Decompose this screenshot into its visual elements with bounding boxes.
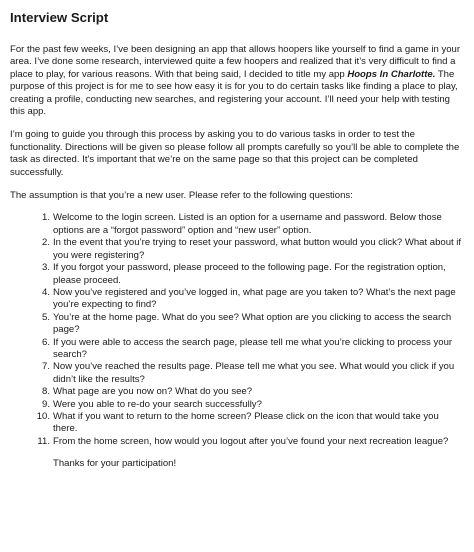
intro-text-after: The purpose of this project is for me to see how easy it is for you to do certain tasks like finding a place to play, creating a profile, conducting new searches, and registering your account. I’ll need your help with testing this app. [10, 68, 458, 118]
question-number: 8. [42, 386, 50, 398]
list-item [10, 237, 464, 262]
question-number: 6. [42, 336, 50, 348]
list-item [10, 386, 464, 398]
question-list [10, 212, 464, 448]
question-number: 9. [42, 398, 50, 410]
list-item [10, 212, 464, 237]
question-number: 11. [37, 435, 50, 447]
list-item [10, 287, 464, 312]
question-text: What page are you now on? What do you see? [53, 386, 253, 398]
list-item [10, 262, 464, 287]
list-item [10, 436, 464, 448]
list-item [10, 337, 464, 362]
question-number: 3. [42, 262, 50, 274]
question-number: 4. [42, 286, 50, 298]
question-text: If you forgot your password, please proceed to the following page. For the registration option, please proceed. [53, 262, 446, 286]
closing-text: Thanks for your participation! [53, 458, 177, 470]
question-text: You’re at the home page. What do you see? What option are you clicking to access the search page? [53, 311, 452, 336]
question-number: 1. [42, 212, 50, 224]
guidance-paragraph: I’m going to guide you through this process by asking you to do various tasks in order to test the functionality. Directions will be given so please follow all prompts carefully so you’ll be able to complete the task as directed. It’s important that we’re on the same page so that this project can be completed successfully. [10, 129, 460, 178]
question-number: 5. [42, 311, 50, 323]
list-item [10, 361, 464, 386]
question-text: Now you’ve reached the results page. Please tell me what you see. What would you click if you didn’t like the results? [53, 361, 455, 385]
intro-text-before: For the past few weeks, I’ve been designing an app that allows hoopers like yourself to find a game in your area. I’ve done some research, interviewed quite a few hoopers and realized that it’s very difficult to find a place to play, for various reasons. With that being said, I decided to title my app [10, 44, 461, 80]
page-title: Interview Script [10, 10, 109, 25]
assumption-paragraph: The assumption is that you’re a new user. Please refer to the following questions: [10, 190, 353, 202]
question-number: 7. [42, 361, 50, 373]
question-text: From the home screen, how would you logout after you’ve found your next recreation league? [53, 435, 449, 447]
app-name: Hoops In Charlotte. [347, 68, 436, 80]
question-text: What if you want to return to the home screen? Please click on the icon that would take you there. [53, 410, 439, 435]
list-item [10, 399, 464, 411]
question-number: 2. [42, 237, 50, 249]
intro-paragraph [10, 44, 464, 118]
question-text: Were you able to re-do your search successfully? [53, 398, 262, 410]
question-text: Now you’ve registered and you’ve logged in, what page are you taken to? What’s the next page you’re expecting to find? [53, 286, 456, 311]
question-text: In the event that you’re trying to reset your password, what button would you click? What about if you were registering? [53, 237, 462, 261]
list-item [10, 411, 464, 436]
question-text: If you were able to access the search page, please tell me what you’re clicking to process your search? [53, 336, 453, 360]
question-text: Welcome to the login screen. Listed is an option for a username and password. Below those options are a “forgot password” option and “new user” option. [53, 212, 442, 236]
list-item [10, 312, 464, 337]
question-number: 10. [36, 410, 50, 422]
